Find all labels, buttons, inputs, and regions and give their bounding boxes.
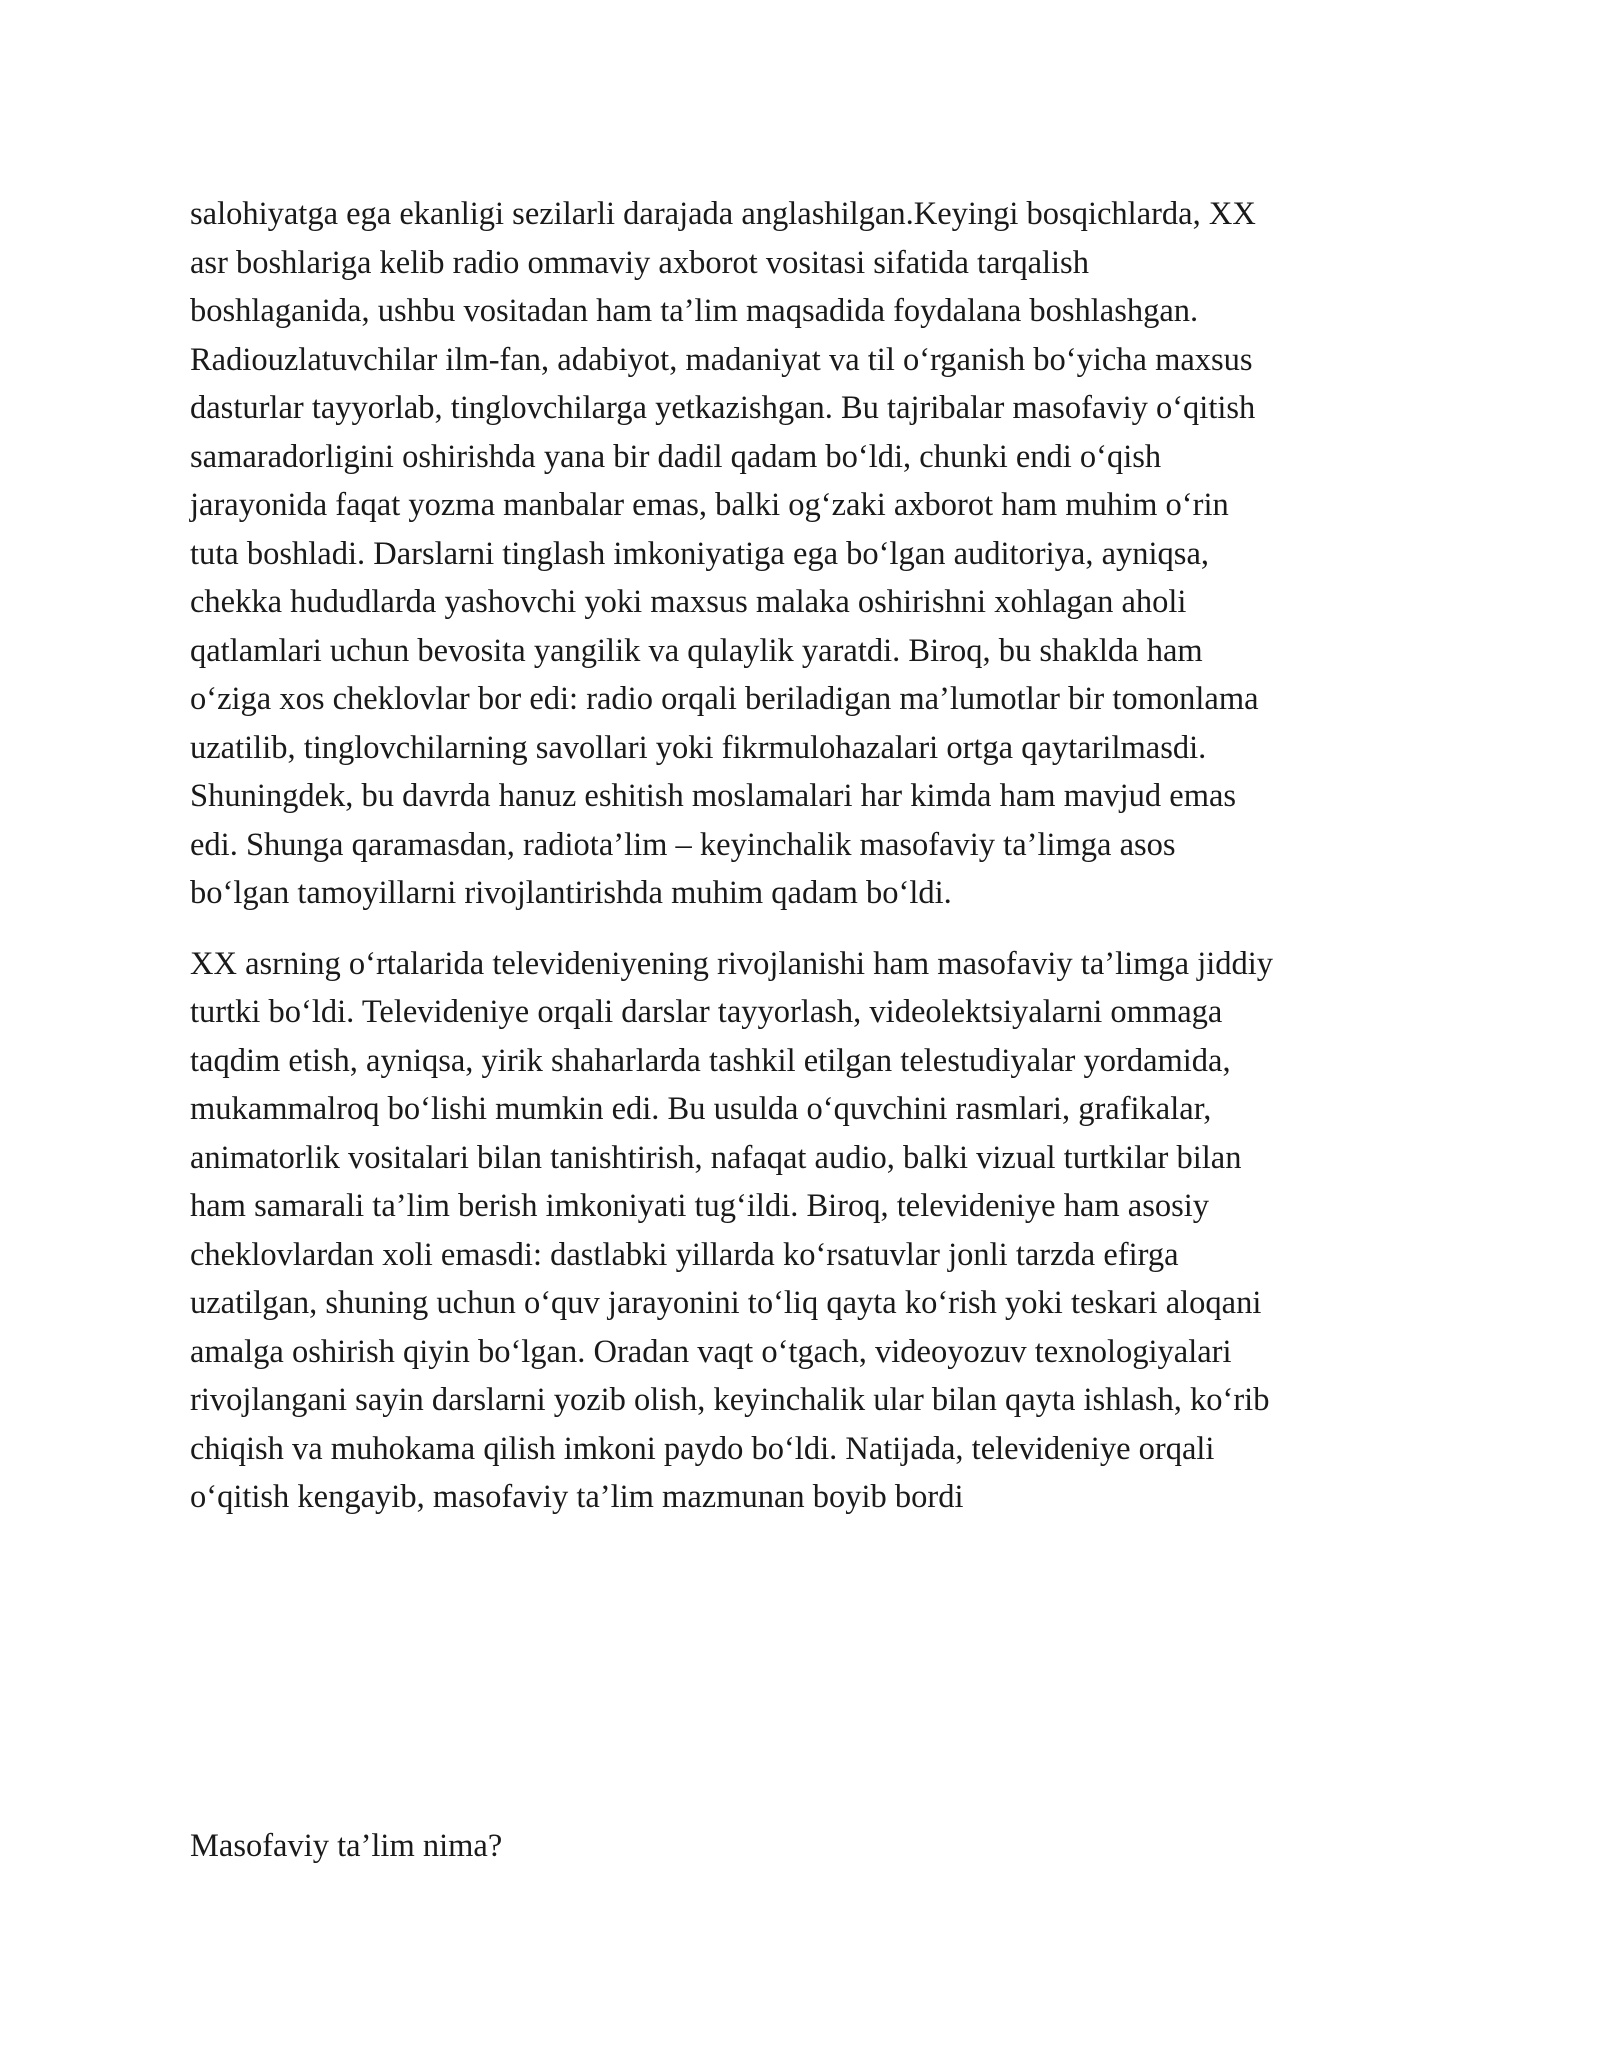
paragraph-television-education: XX asrning o‘rtalarida televideniyening rivojlanishi ham masofaviy ta’limga jiddiy turtki bo‘ldi. Televideniye orqali darslar tayyorlash, videolektsiyalarni ommaga taqdim etish, ayniqsa, yirik shaharlarda tashkil etilgan telestudiyalar yordamida, mukammalroq bo‘lishi mumkin edi. Bu usulda o‘quvchini rasmlari, grafikalar, animatorlik vositalari bilan tanishtirish, nafaqat audio, balki vizual turtkilar bilan ham samarali ta’lim berish imkoniyati tug‘ildi. Biroq, televideniye ham asosiy cheklovlardan xoli emasdi: dastlabki yillarda ko‘rsatuvlar jonli tarzda efirga uzatilgan, shuning uchun o‘quv jarayonini to‘liq qayta ko‘rish yoki teskari aloqani amalga oshirish qiyin bo‘lgan. Oradan vaqt o‘tgach, videoyozuv texnologiyalari rivojlangani sayin darslarni yozib olish, keyinchalik ular bilan qayta ishlash, ko‘rib chiqish va muhokama qilish imkoni paydo bo‘ldi. Natijada, televideniye orqali o‘qitish kengayib, masofaviy ta’lim mazmunan boyib bordi bbox=[190, 945, 1274, 1515]
section-heading: Masofaviy ta’lim nima? bbox=[190, 1828, 503, 1864]
paragraph-radio-education: salohiyatga ega ekanligi sezilarli darajada anglashilgan.Keyingi bosqichlarda, XX asr boshlariga kelib radio ommaviy axborot vositasi sifatida tarqalish boshlaganida, ushbu vositadan ham ta’lim maqsadida foydalana boshlashgan. Radiouzlatuvchilar ilm-fan, adabiyot, madaniyat va til o‘rganish bo‘yicha maxsus dasturlar tayyorlab, tinglovchilarga yetkazishgan. Bu tajribalar masofaviy o‘qitish samaradorligini oshirishda yana bir dadil qadam bo‘ldi, chunki endi o‘qish jarayonida faqat yozma manbalar emas, balki og‘zaki axborot ham muhim o‘rin tuta boshladi. Darslarni tinglash imkoniyatiga ega bo‘lgan auditoriya, ayniqsa, chekka hududlarda yashovchi yoki maxsus malaka oshirishni xohlagan aholi qatlamlari uchun bevosita yangilik va qulaylik yaratdi. Biroq, bu shaklda ham o‘ziga xos cheklovlar bor edi: radio orqali beriladigan ma’lumotlar bir tomonlama uzatilib, tinglovchilarning savollari yoki fikrmulohazalari ortga qaytarilmasdi. Shuningdek, bu davrda hanuz eshitish moslamalari har kimda ham mavjud emas edi. Shunga qaramasdan, radiota’lim – keyinchalik masofaviy ta’limga asos bo‘lgan tamoyillarni rivojlantirishda muhim qadam bo‘ldi. bbox=[190, 196, 1259, 911]
document-body bbox=[190, 190, 1420, 1544]
